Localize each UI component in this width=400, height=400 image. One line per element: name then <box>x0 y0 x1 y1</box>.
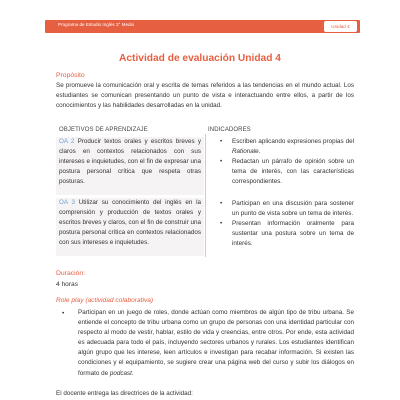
objective-oa2 <box>56 137 204 195</box>
objetivos-heading: OBJETIVOS DE APRENDIZAJE <box>59 127 148 133</box>
objective-oa3 <box>56 198 204 256</box>
bullet-icon: • <box>220 138 223 145</box>
objective-code: OA 2 <box>59 138 75 145</box>
activity-label: Role play (actividad colaborativa) <box>56 297 154 304</box>
indicator-item: • Redactan un párrafo de opinión sobre un tema de interés, con las características correspondientes. <box>220 158 354 185</box>
indicator-item: • Escriben aplicando expresiones propias del Rationale. <box>220 138 354 155</box>
indicadores-heading: INDICADORES <box>208 127 251 133</box>
page-title: Actividad de evaluación Unidad 4 <box>119 53 281 64</box>
bullet-icon: • <box>220 200 223 207</box>
objective-text: Utilizar su conocimiento del inglés en la comprensión y producción de textos orales y escritos breves y claros, con el fin de construir una postura personal crítica en contextos relacionados con sus intereses e inquietudes. <box>59 199 201 246</box>
proposito-label: Propósito <box>56 72 85 79</box>
bullet-icon: • <box>62 310 65 317</box>
proposito-text: Se promueve la comunicación oral y escrita de temas referidos a las tendencias en el mundo actual. Los estudiantes se comunican presentando un punto de vista e interactuando entre ellos, a partir de los conocimientos y las habilidades desarrolladas en la unidad. <box>56 82 354 110</box>
bullet-icon: • <box>220 220 223 227</box>
footer-text: El docente entrega las directrices de la actividad: <box>56 390 193 397</box>
duracion-value: 4 horas <box>56 281 78 288</box>
activity-text: Participan en un juego de roles, donde actúan como miembros de algún tipo de tribu urbana. Se entiende el concepto de tribu urbana como un grupo de personas con una identidad particular con respecto al modo de vestir, hablar, estilo de vida y creencias, entre otros. Por ende, esta actividad es adecuada para todo el país, incluyendo sectores urbanos y rurales. Los estudiantes identifican algún grupo que les interese, leen artículos e investigan para recabar información. Si existen las condiciones y el equipamiento, se sugiere crear una página web del curso y subir los diálogos en formato de podcast. <box>78 309 354 377</box>
objective-code: OA 3 <box>59 199 75 206</box>
bullet-icon: • <box>220 158 223 165</box>
program-title: Programa de Estudio Inglés 3° Medio <box>58 22 135 27</box>
indicator-list-1 <box>220 137 354 187</box>
header-bar <box>0 0 400 42</box>
indicator-list-2 <box>220 199 354 249</box>
table-divider <box>205 134 206 257</box>
duracion-label: Duración: <box>56 270 86 277</box>
objective-text: Producir textos orales y escritos breves y claros en contextos relacionados con sus intereses e inquietudes, con el fin de expresar una postura personal crítica que respeta otras posturas. <box>59 138 201 185</box>
indicator-item: • Participan en una discusión para sostener un punto de vista sobre un tema de interés. <box>220 200 354 217</box>
unit-badge: Unidad 4 <box>324 21 357 32</box>
indicator-item: • Presentan información oralmente para sustentar una postura sobre un tema de interés. <box>220 220 354 247</box>
